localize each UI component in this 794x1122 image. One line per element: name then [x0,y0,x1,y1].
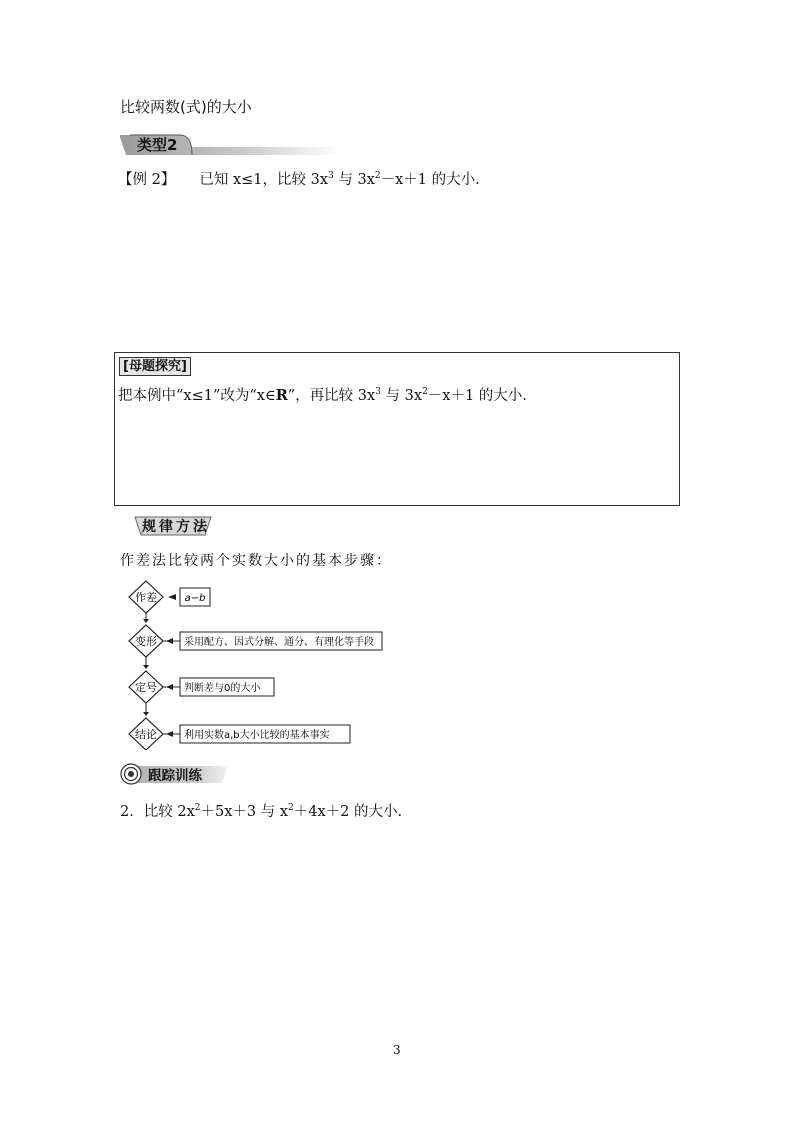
mother-question-box [114,352,680,506]
section-title: 比较两数(式)的大小 [120,98,252,116]
flow-step-3-label: 定号 [135,681,157,694]
flow-step-2-note: 采用配方、因式分解、通分、有理化等手段 [184,637,374,648]
flow-step-4 [129,718,350,750]
flow-step-2-label: 变形 [135,635,157,648]
exercise-2: 2．比较 $2x^2+5x+3$ 与 $x^2+4x+2$ 的大小. [120,803,403,820]
example-2: 【例 2】 已知 x≤1，比较 $3x^3$ 与 $3x^2-x+1$ 的大小. [118,171,480,188]
target-icon [121,764,141,784]
difference-method-flowchart [118,575,408,750]
flow-step-1-note: a−b [184,593,206,604]
flow-step-2 [129,625,382,657]
mother-question-text: 把本例中“x≤1”改为“x∈R”，再比较 $3x^3$ 与 $3x^2-x+1$ 的大小. [118,387,527,404]
method-description: 作差法比较两个实数大小的基本步骤： [120,553,392,569]
flow-step-3-note: 判断差与0的大小 [184,683,261,694]
type-label: 类型2 [137,136,178,154]
example-tag: 【例 2】 [118,172,176,188]
flow-step-4-note: 利用实数a,b大小比较的基本事实 [184,730,330,741]
mother-question-tag: [母题探究] [119,357,191,376]
method-label: 规律方法 [142,519,210,535]
track-training-label: 跟踪训练 [148,768,202,784]
flow-step-1 [129,581,210,613]
flow-step-1-label: 作差 [135,591,157,604]
page-number: 3 [393,1043,401,1057]
flow-step-4-label: 结论 [135,728,157,741]
flow-step-3 [129,671,274,703]
